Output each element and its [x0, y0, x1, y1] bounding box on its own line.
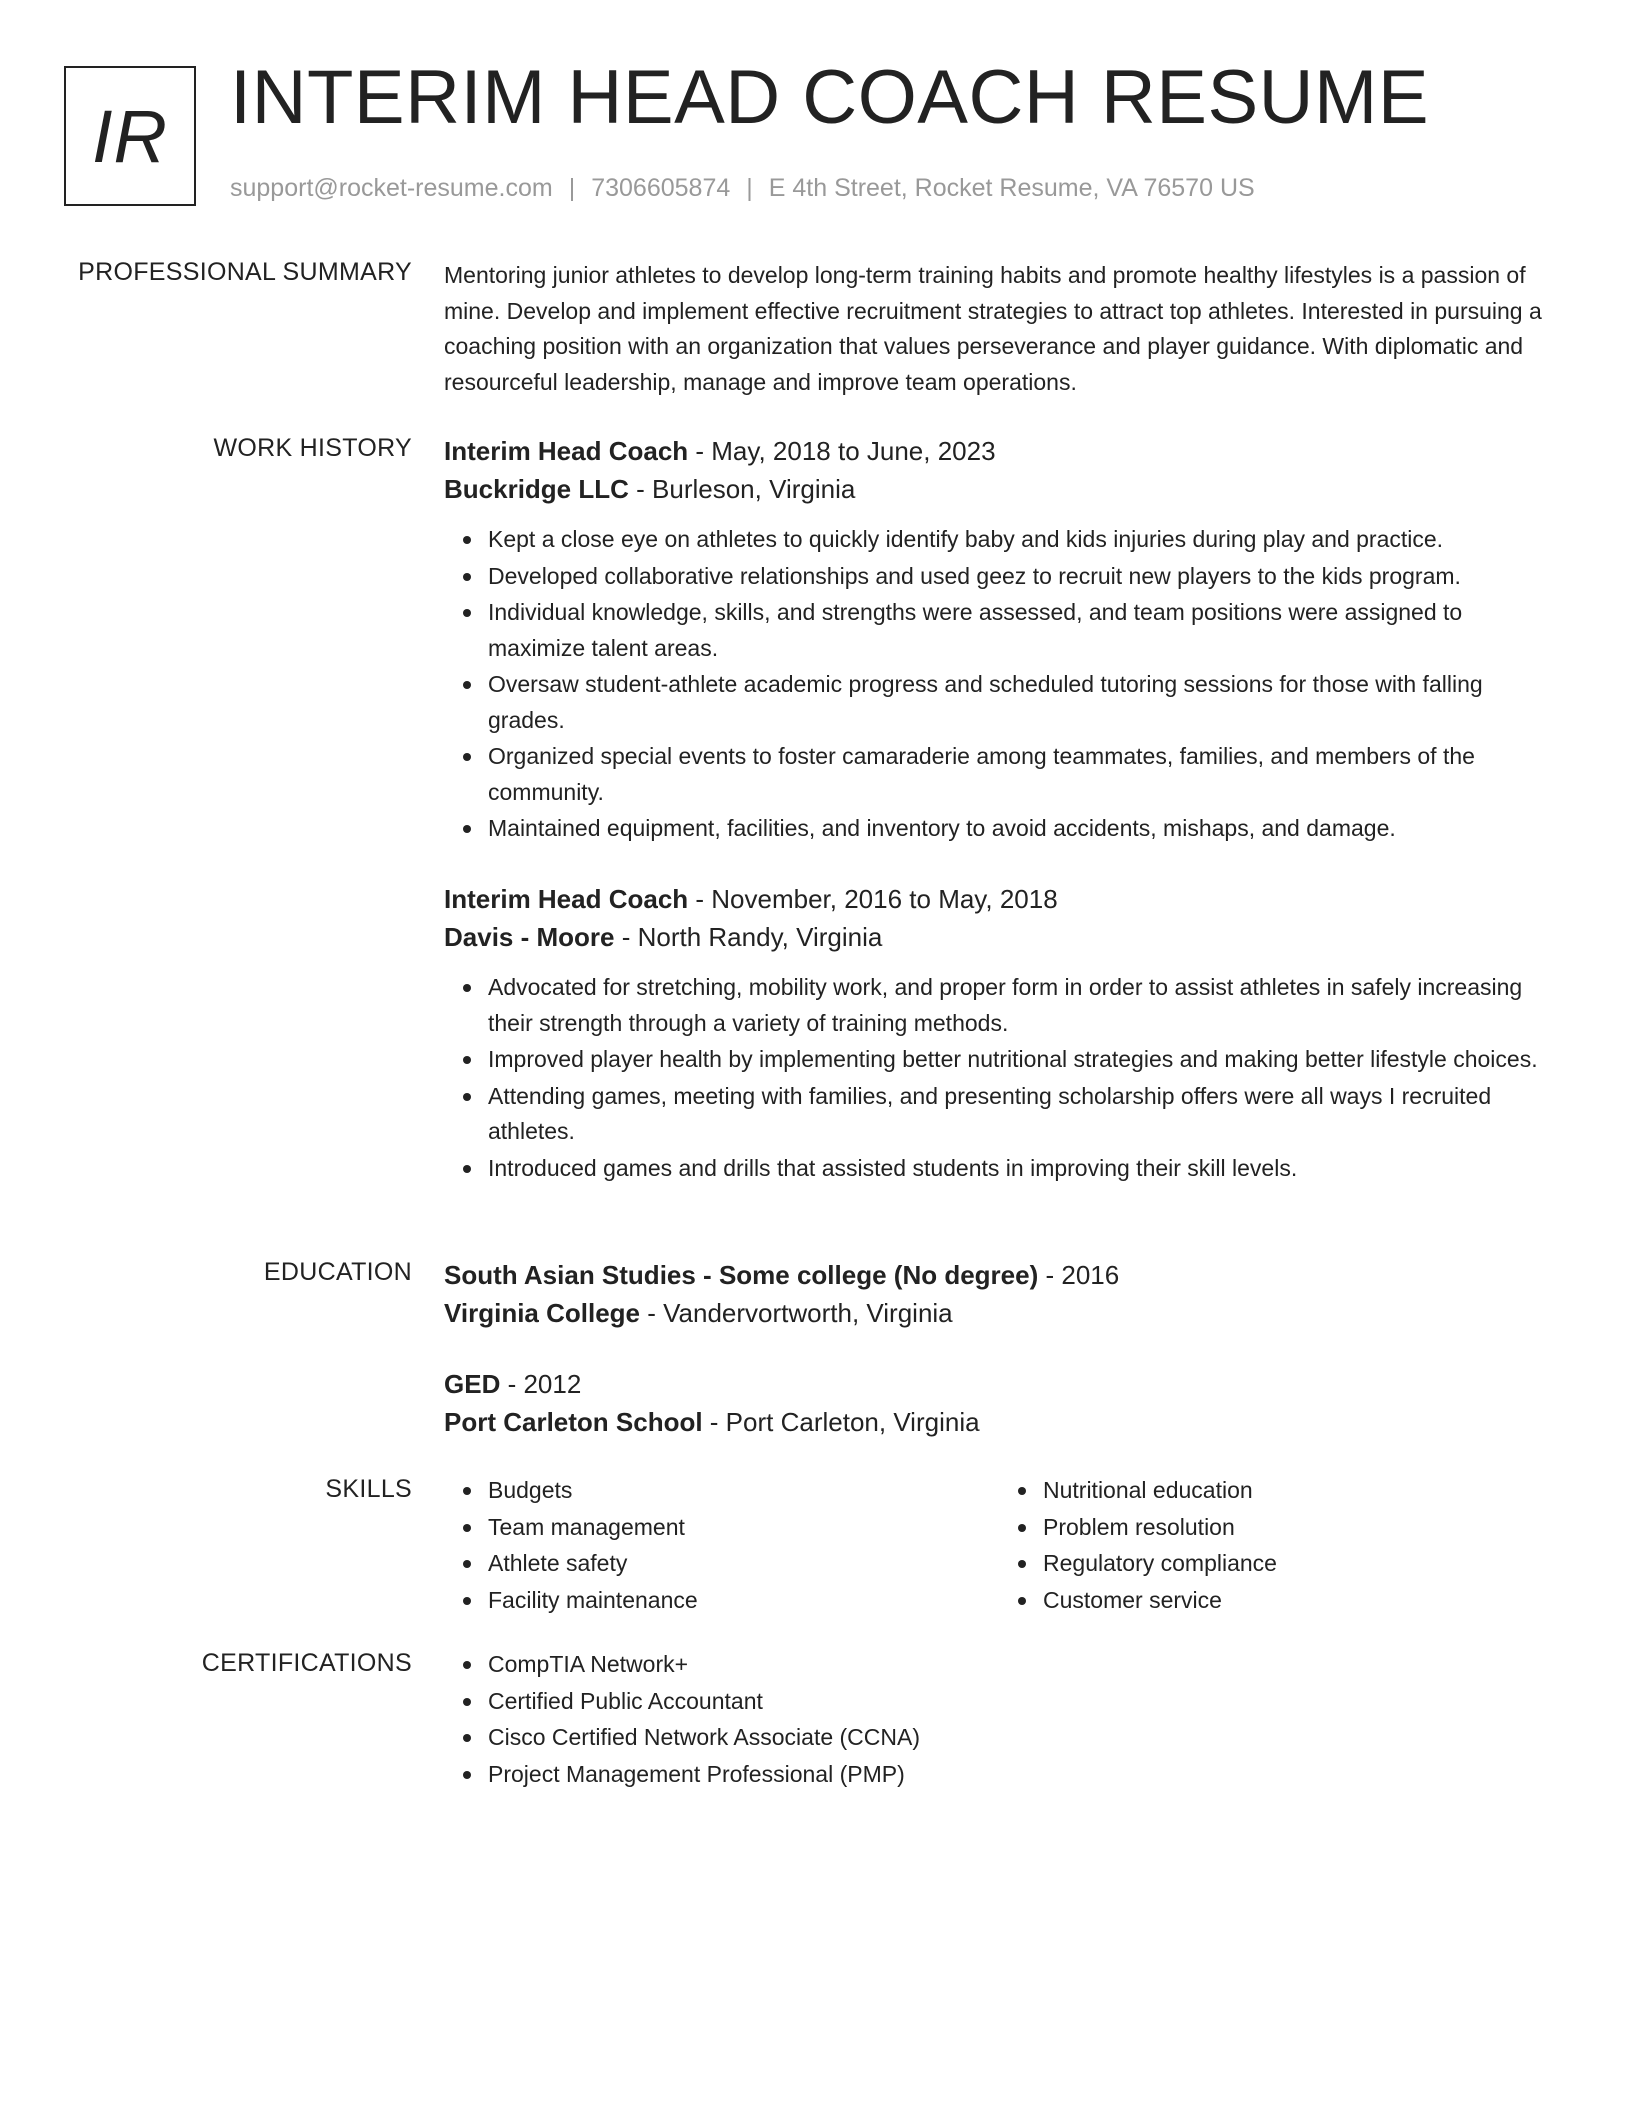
education-year: - 2012: [500, 1369, 582, 1399]
education-degree-line: [444, 1256, 1554, 1294]
list-item: Customer service: [1043, 1583, 1554, 1619]
contact-separator: |: [568, 174, 576, 202]
education-location: - Vandervortworth, Virginia: [640, 1298, 953, 1328]
skills-list-right: [999, 1473, 1554, 1619]
certifications-block: [444, 1647, 1554, 1793]
contact-phone[interactable]: 7306605874: [591, 174, 731, 202]
list-item: Improved player health by implementing better nutritional strategies and making better lifestyle choices.: [488, 1042, 1554, 1078]
list-item: Oversaw student-athlete academic progress and scheduled tutoring sessions for those with falling grades.: [488, 667, 1554, 738]
education-entry: [444, 1256, 1554, 1332]
skills-list-left: [444, 1473, 999, 1619]
job-dates: - May, 2018 to June, 2023: [688, 436, 996, 466]
job-title-line: [444, 432, 1554, 470]
monogram-box: IR: [64, 66, 196, 206]
job-company: Buckridge LLC: [444, 474, 629, 504]
list-item: Individual knowledge, skills, and strengths were assessed, and team positions were assigned to maximize talent areas.: [488, 595, 1554, 666]
job-company: Davis - Moore: [444, 922, 615, 952]
contact-address: E 4th Street, Rocket Resume, VA 76570 US: [768, 174, 1255, 202]
job-title-line: [444, 880, 1554, 918]
list-item: Organized special events to foster camaraderie among teammates, families, and members of the community.: [488, 739, 1554, 810]
list-item: Athlete safety: [488, 1546, 999, 1582]
list-item: Maintained equipment, facilities, and inventory to avoid accidents, mishaps, and damage.: [488, 811, 1554, 847]
education-entry: [444, 1365, 1554, 1441]
job-company-line: [444, 470, 1554, 508]
education-school: Virginia College: [444, 1298, 641, 1328]
section-label-skills: SKILLS: [325, 1475, 412, 1503]
list-item: Advocated for stretching, mobility work, and proper form in order to assist athletes in safely increasing their strength through a variety of training methods.: [488, 970, 1554, 1041]
contact-email[interactable]: support@rocket-resume.com: [230, 174, 553, 202]
education-year: - 2016: [1038, 1260, 1120, 1290]
job-bullet-list: [444, 522, 1554, 847]
section-label-summary: PROFESSIONAL SUMMARY: [78, 258, 412, 286]
skills-block: [444, 1473, 1554, 1619]
list-item: Nutritional education: [1043, 1473, 1554, 1509]
section-label-education: EDUCATION: [263, 1258, 412, 1286]
job-dates: - November, 2016 to May, 2018: [688, 884, 1058, 914]
education-degree: South Asian Studies - Some college (No degree): [444, 1260, 1039, 1290]
list-item: Regulatory compliance: [1043, 1546, 1554, 1582]
skills-grid: [444, 1473, 1554, 1619]
job-title: Interim Head Coach: [444, 884, 689, 914]
list-item: Developed collaborative relationships and used geez to recruit new players to the kids program.: [488, 559, 1554, 595]
job-company-line: [444, 918, 1554, 956]
job-location: - Burleson, Virginia: [628, 474, 856, 504]
summary-text: Mentoring junior athletes to develop long-term training habits and promote healthy lifestyles is a passion of mine. Develop and implement effective recruitment strategies to attract top athletes. Interested in pursuing a coaching position with an organization that values perseverance and player guidance. With diplomatic and resourceful leadership, manage and improve team operations.: [444, 262, 1542, 395]
list-item: Team management: [488, 1510, 999, 1546]
job-entry: [444, 432, 1554, 848]
list-item: Kept a close eye on athletes to quickly identify baby and kids injuries during play and practice.: [488, 522, 1554, 558]
job-location: - North Randy, Virginia: [614, 922, 883, 952]
certifications-list: [444, 1647, 1554, 1792]
page-title: INTERIM HEAD COACH RESUME: [230, 55, 1430, 140]
education-location: - Port Carleton, Virginia: [702, 1407, 980, 1437]
list-item: Certified Public Accountant: [488, 1684, 1554, 1720]
section-label-certifications: CERTIFICATIONS: [201, 1649, 412, 1677]
list-item: Introduced games and drills that assisted students in improving their skill levels.: [488, 1151, 1554, 1187]
list-item: Cisco Certified Network Associate (CCNA): [488, 1720, 1554, 1756]
list-item: Facility maintenance: [488, 1583, 999, 1619]
section-label-work-history: WORK HISTORY: [213, 434, 412, 462]
list-item: Attending games, meeting with families, and presenting scholarship offers were all ways I recruited athletes.: [488, 1079, 1554, 1150]
list-item: Budgets: [488, 1473, 999, 1509]
contact-separator: |: [746, 174, 753, 202]
education-school: Port Carleton School: [444, 1407, 703, 1437]
list-item: Problem resolution: [1043, 1510, 1554, 1546]
list-item: Project Management Professional (PMP): [488, 1757, 1554, 1793]
education-school-line: [444, 1294, 1554, 1332]
education-degree-line: [444, 1365, 1554, 1403]
job-bullet-list: [444, 970, 1554, 1186]
contact-line: [230, 174, 1255, 203]
list-item: CompTIA Network+: [488, 1647, 1554, 1683]
job-title: Interim Head Coach: [444, 436, 689, 466]
education-degree: GED: [444, 1369, 501, 1399]
education-school-line: [444, 1403, 1554, 1441]
job-entry: [444, 880, 1554, 1187]
